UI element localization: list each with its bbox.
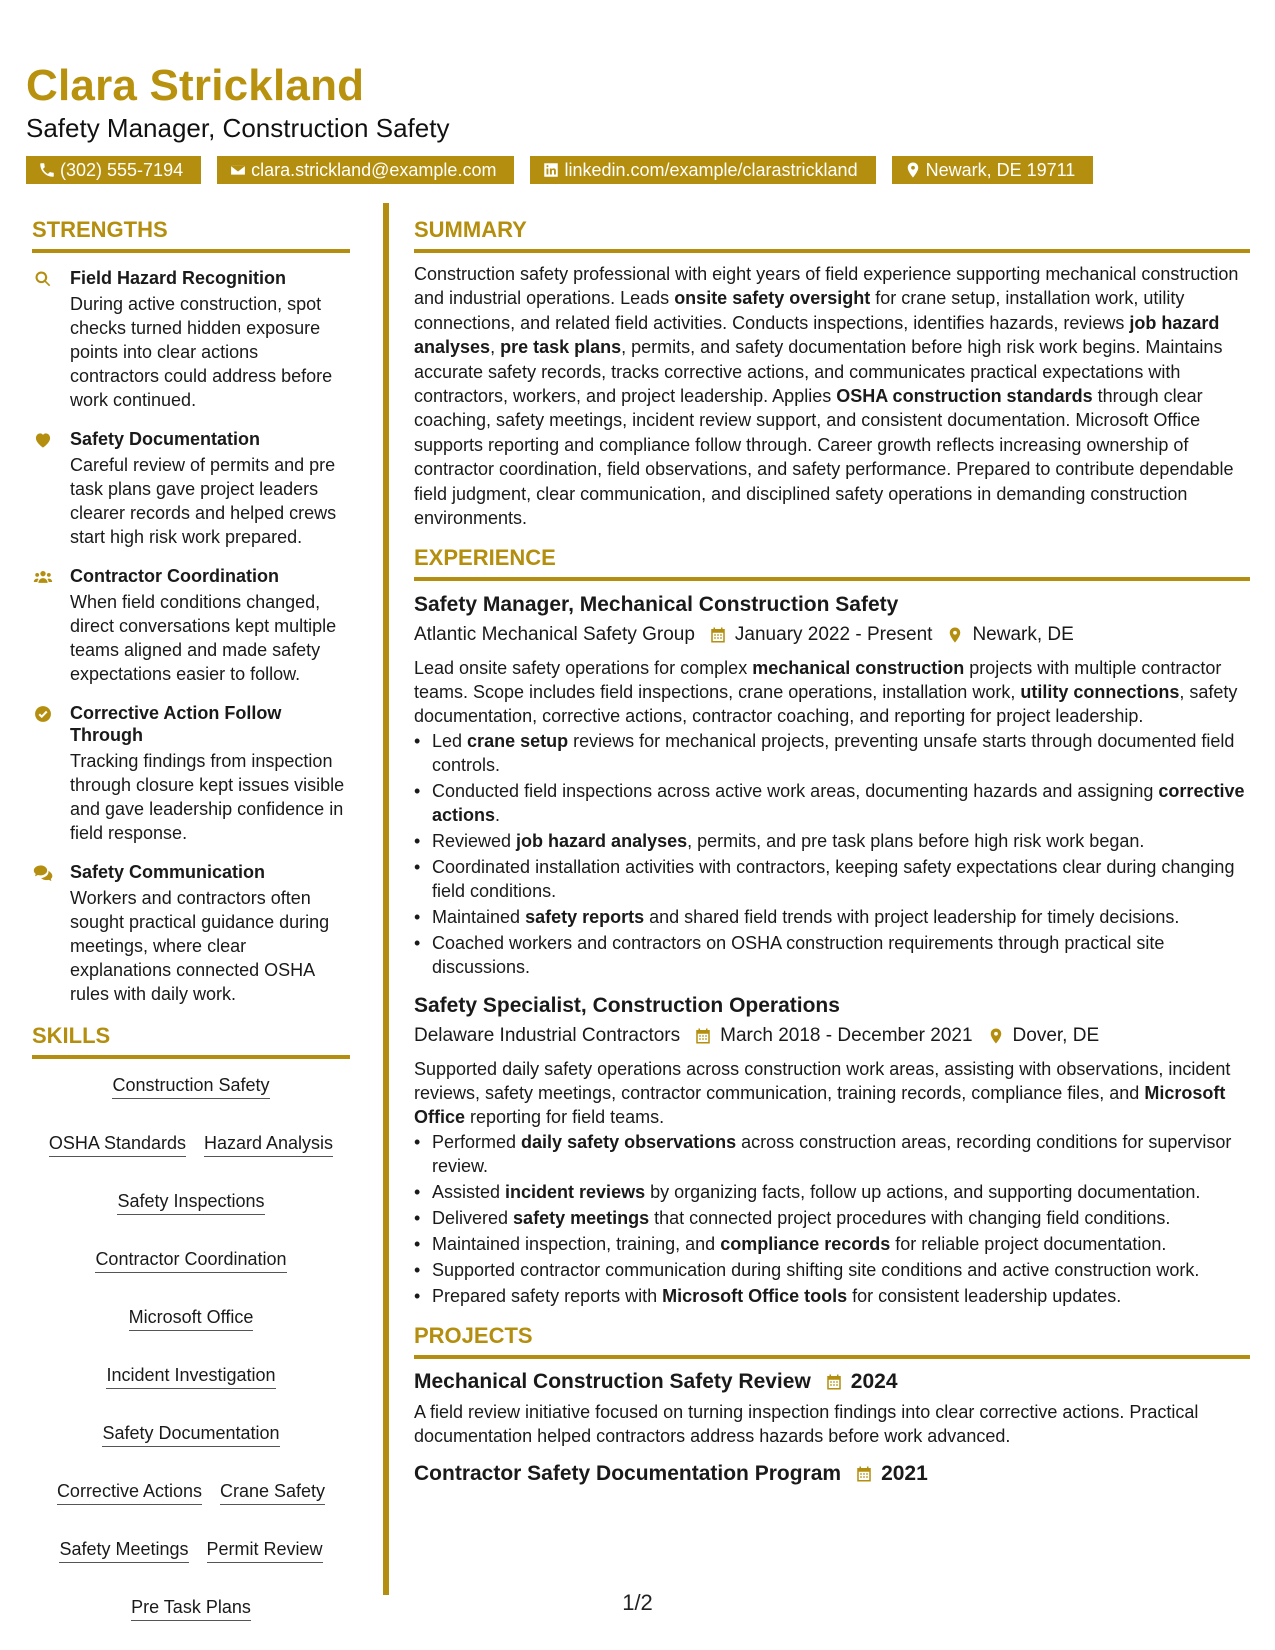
job-location: Dover, DE bbox=[1012, 1025, 1100, 1047]
experience-heading: EXPERIENCE bbox=[414, 544, 1250, 581]
project-title: Mechanical Construction Safety Review bbox=[414, 1370, 811, 1394]
strength-item bbox=[32, 267, 350, 412]
skill-tag: Safety Meetings bbox=[59, 1537, 188, 1563]
contact-phone[interactable] bbox=[26, 156, 201, 184]
job-meta bbox=[414, 1023, 1250, 1049]
bold-phrase: pre task plans bbox=[500, 337, 622, 358]
strength-desc: Careful review of permits and pre task plans gave project leaders clearer records and helped crews start high risk work prepared. bbox=[70, 455, 337, 547]
skill-tag: Contractor Coordination bbox=[95, 1247, 286, 1273]
calendar-icon bbox=[855, 1464, 873, 1484]
candidate-name: Clara Strickland bbox=[26, 61, 365, 110]
skills-list bbox=[32, 1073, 350, 1621]
bold-phrase: Microsoft Office bbox=[414, 1083, 1226, 1128]
job-company: Delaware Industrial Contractors bbox=[414, 1025, 681, 1047]
bold-phrase: onsite safety oversight bbox=[674, 288, 871, 309]
bold-phrase: daily safety observations bbox=[521, 1132, 737, 1153]
skill-tag: OSHA Standards bbox=[49, 1131, 186, 1157]
map-pin-icon bbox=[946, 625, 964, 645]
skill-tag: Safety Inspections bbox=[117, 1189, 264, 1215]
job-meta bbox=[414, 622, 1250, 648]
envelope-icon bbox=[229, 161, 247, 179]
strength-desc: Tracking findings from inspection through closure kept issues visible and gave leadership confidence in field response. bbox=[70, 751, 345, 843]
calendar-icon bbox=[709, 625, 727, 645]
bold-phrase: Microsoft Office tools bbox=[662, 1286, 848, 1307]
job-bullet: • Performed daily safety observations across construction areas, recording conditions for supervisor review. bbox=[414, 1130, 1250, 1178]
contact-email-text: clara.strickland@example.com bbox=[251, 160, 497, 180]
job-title: Safety Manager, Mechanical Construction Safety bbox=[414, 593, 899, 617]
job-bullets bbox=[414, 729, 1250, 979]
skills-heading: SKILLS bbox=[32, 1022, 350, 1059]
job-dates: January 2022 - Present bbox=[734, 624, 933, 646]
candidate-title: Safety Manager, Construction Safety bbox=[26, 113, 450, 143]
job-bullet: • Led crane setup reviews for mechanical projects, preventing unsafe starts through documented field controls. bbox=[414, 729, 1250, 777]
strengths-list bbox=[32, 267, 350, 1006]
project-year: 2021 bbox=[881, 1462, 928, 1486]
job-dates: March 2018 - December 2021 bbox=[720, 1025, 973, 1047]
job-location: Newark, DE bbox=[972, 624, 1074, 646]
project-entry bbox=[414, 1460, 1250, 1488]
strength-title: Corrective Action Follow Through bbox=[70, 703, 282, 745]
contact-location-text: Newark, DE 19711 bbox=[925, 160, 1076, 180]
bold-phrase: crane setup bbox=[467, 731, 569, 752]
projects-heading: PROJECTS bbox=[414, 1322, 1250, 1359]
summary-text: Construction safety professional with eight years of field experience supporting mechanical construction and industrial operations. Leads onsite safety oversight for crane setup, installation work, utility connections, and related field activities. Conducts inspections, identifies hazards, reviews job hazard analyses, pre task plans, permits, and safety documentation before high risk work begins. Maintains accurate safety records, tracks corrective actions, and communicates practical expectations with contractors, workers, and project leadership. Applies OSHA construction standards through clear coaching, safety meetings, incident review support, and consistent documentation. Microsoft Office supports reporting and compliance follow through. Career growth reflects increasing ownership of contractor coordination, field observations, and safety performance. Prepared to contribute dependable field judgment, clear communication, and disciplined safety operations in demanding construction environments. bbox=[414, 264, 1239, 529]
contact-email[interactable] bbox=[217, 156, 514, 184]
job-bullet: • Coached workers and contractors on OSHA construction requirements through practical site discussions. bbox=[414, 931, 1250, 979]
bold-phrase: mechanical construction bbox=[752, 658, 965, 679]
job-bullet: • Coordinated installation activities with contractors, keeping safety expectations clear during changing field conditions. bbox=[414, 855, 1250, 903]
contact-linkedin[interactable] bbox=[530, 156, 875, 184]
job-bullet: • Maintained inspection, training, and compliance records for reliable project documentation. bbox=[414, 1232, 1250, 1256]
bold-phrase: compliance records bbox=[720, 1234, 891, 1255]
strength-title: Safety Communication bbox=[70, 862, 266, 882]
job-bullet: • Assisted incident reviews by organizing facts, follow up actions, and supporting documentation. bbox=[414, 1180, 1250, 1204]
project-title-row bbox=[414, 1460, 1250, 1488]
comments-icon bbox=[32, 863, 54, 883]
skill-tag: Microsoft Office bbox=[129, 1305, 254, 1331]
job-bullets bbox=[414, 1130, 1250, 1308]
linkedin-icon bbox=[542, 161, 560, 179]
job-bullet: • Supported contractor communication during shifting site conditions and active construction work. bbox=[414, 1258, 1250, 1282]
bold-phrase: job hazard analyses bbox=[414, 312, 1220, 358]
strength-title: Safety Documentation bbox=[70, 429, 261, 449]
map-pin-icon bbox=[904, 161, 922, 179]
contact-linkedin-text: linkedin.com/example/clarastrickland bbox=[564, 160, 858, 180]
strength-item bbox=[32, 428, 350, 549]
page-number: 1/2 bbox=[622, 1590, 653, 1615]
project-title-row bbox=[414, 1368, 1250, 1396]
contact-bar bbox=[26, 156, 1256, 184]
skill-tag: Pre Task Plans bbox=[131, 1595, 251, 1621]
resume-header bbox=[26, 60, 1256, 184]
strength-item bbox=[32, 861, 350, 1006]
contact-location[interactable] bbox=[892, 156, 1094, 184]
bold-phrase: corrective actions bbox=[432, 781, 1245, 826]
bold-phrase: incident reviews bbox=[505, 1182, 646, 1203]
bold-phrase: job hazard analyses bbox=[516, 831, 688, 852]
strength-title: Field Hazard Recognition bbox=[70, 268, 287, 288]
skill-tag: Corrective Actions bbox=[57, 1479, 202, 1505]
phone-icon bbox=[38, 161, 56, 179]
bold-phrase: safety meetings bbox=[513, 1208, 650, 1229]
job-title: Safety Specialist, Construction Operations bbox=[414, 994, 840, 1018]
skill-tag: Safety Documentation bbox=[102, 1421, 279, 1447]
column-divider bbox=[383, 203, 389, 1595]
strength-item bbox=[32, 702, 350, 845]
map-pin-icon bbox=[987, 1026, 1005, 1046]
skill-tag: Incident Investigation bbox=[106, 1363, 275, 1389]
skill-tag: Permit Review bbox=[207, 1537, 323, 1563]
project-year: 2024 bbox=[850, 1370, 898, 1394]
job-bullet: • Conducted field inspections across active work areas, documenting hazards and assigning corrective actions. bbox=[414, 779, 1250, 827]
skill-tag: Hazard Analysis bbox=[204, 1131, 333, 1157]
left-column bbox=[32, 216, 350, 1621]
strength-desc: When field conditions changed, direct conversations kept multiple teams aligned and made safety expectations easier to follow. bbox=[70, 592, 337, 684]
project-entry bbox=[414, 1368, 1250, 1448]
summary-heading: SUMMARY bbox=[414, 216, 1250, 253]
job-company: Atlantic Mechanical Safety Group bbox=[414, 624, 695, 646]
skill-tag: Crane Safety bbox=[220, 1479, 325, 1505]
strength-item bbox=[32, 565, 350, 686]
job-bullet: • Prepared safety reports with Microsoft Office tools for consistent leadership updates. bbox=[414, 1284, 1250, 1308]
bold-phrase: safety reports bbox=[525, 907, 645, 928]
calendar-icon bbox=[825, 1372, 843, 1392]
project-description: A field review initiative focused on turning inspection findings into clear corrective actions. Practical documentation helped contractors address hazards before work advanced. bbox=[414, 1402, 1199, 1447]
job-bullet: • Maintained safety reports and shared field trends with project leadership for timely decisions. bbox=[414, 905, 1250, 929]
strengths-heading: STRENGTHS bbox=[32, 216, 350, 253]
job-bullet: • Reviewed job hazard analyses, permits, and pre task plans before high risk work began. bbox=[414, 829, 1250, 853]
strength-title: Contractor Coordination bbox=[70, 566, 279, 586]
heart-icon bbox=[32, 430, 54, 450]
project-title: Contractor Safety Documentation Program bbox=[414, 1462, 842, 1486]
bold-phrase: OSHA construction standards bbox=[836, 386, 1093, 407]
check-circle-icon bbox=[32, 704, 54, 724]
users-icon bbox=[32, 567, 54, 587]
search-icon bbox=[32, 269, 54, 289]
right-column bbox=[414, 216, 1250, 1488]
contact-phone-text: (302) 555-7194 bbox=[60, 160, 184, 180]
bold-phrase: utility connections bbox=[1020, 682, 1180, 703]
skill-tag: Construction Safety bbox=[112, 1073, 269, 1099]
job-bullet: • Delivered safety meetings that connected project procedures with changing field conditions. bbox=[414, 1206, 1250, 1230]
job-entry bbox=[414, 591, 1250, 979]
job-description: Lead onsite safety operations for complex mechanical construction projects with multiple contractor teams. Scope includes field inspections, crane operations, installation work, utility connections, safety documentation, corrective actions, contractor coaching, and reporting for project leadership. bbox=[414, 658, 1238, 727]
job-entry bbox=[414, 992, 1250, 1308]
strength-desc: During active construction, spot checks turned hidden exposure points into clear actions contractors could address before work continued. bbox=[70, 294, 333, 410]
calendar-icon bbox=[694, 1026, 712, 1046]
strength-desc: Workers and contractors often sought practical guidance during meetings, where clear explanations connected OSHA rules with daily work. bbox=[70, 888, 330, 1004]
job-description: Supported daily safety operations across construction work areas, assisting with observations, incident reviews, safety meetings, contractor communication, training records, compliance files, and Microsoft Office reporting for field teams. bbox=[414, 1059, 1231, 1128]
